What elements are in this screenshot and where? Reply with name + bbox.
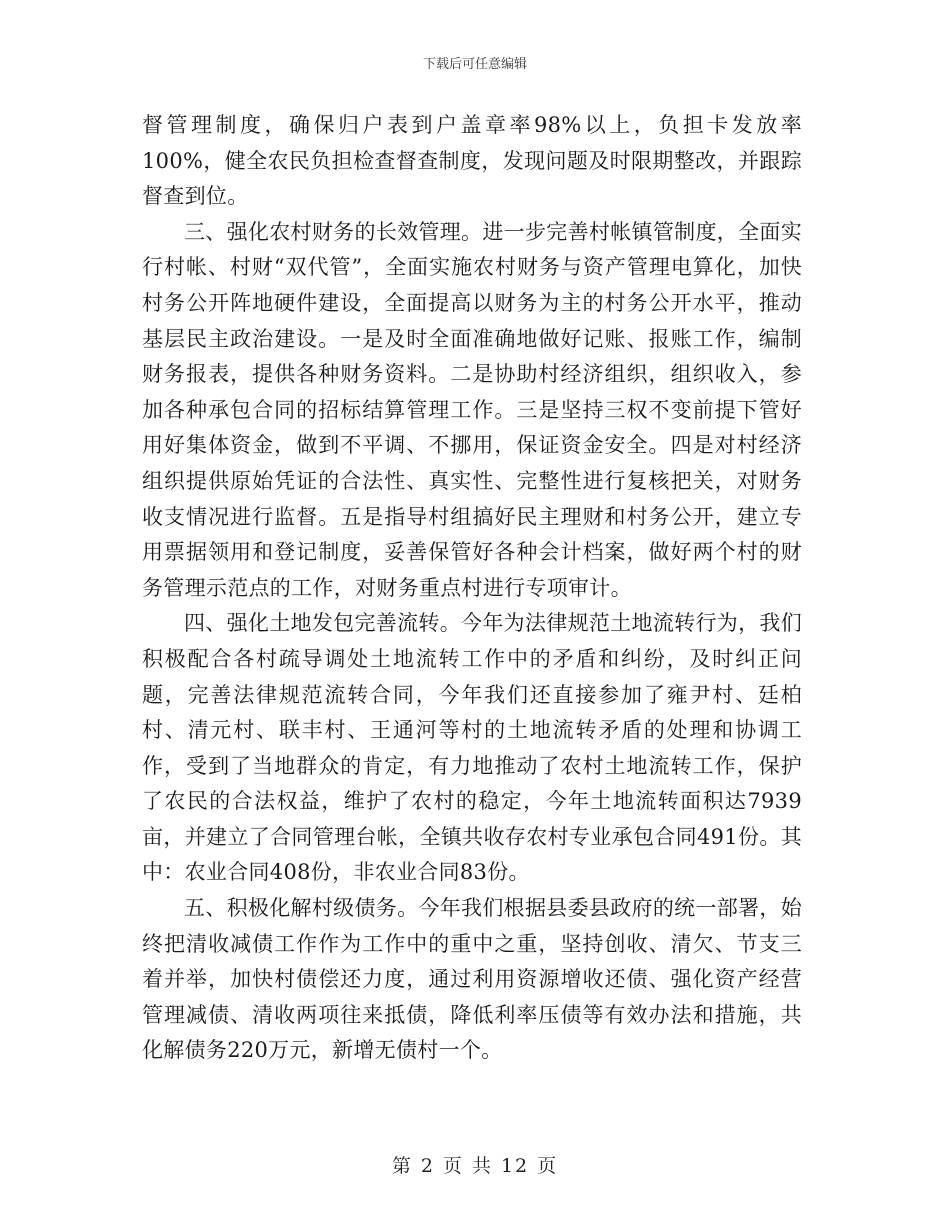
footer-prefix: 第: [391, 1155, 413, 1177]
paragraph-1: 督管理制度，确保归户表到户盖章率98%以上，负担卡发放率100%，健全农民负担检查督查制度，发现问题及时限期整改，并跟踪督查到位。: [142, 113, 802, 209]
paragraph-3: 四、强化土地发包完善流转。今年为法律规范土地流转行为，我们积极配合各村疏导调处土地流转工作中的矛盾和纠纷，及时纠正问题，完善法律规范流转合同，今年我们还直接参加了雍尹村、廷柏村、清元村、联丰村、王通河等村的土地流转矛盾的处理和协调工作，受到了当地群众的肯定，有力地推动了农村土地流转工作，保护了农民的合法权益，维护了农村的稳定，今年土地流转面积达7939亩，并建立了合同管理台帐，全镇共收存农村专业承包合同491份。其中：农业合同408份，非农业合同83份。: [142, 611, 802, 885]
page-footer: [0, 1151, 950, 1178]
footer-page-number: 2: [420, 1155, 435, 1177]
paragraph-4: 五、积极化解村级债务。今年我们根据县委县政府的统一部署，始终把清收减债工作作为工作中的重中之重，坚持创收、清欠、节支三着并举，加快村债偿还力度，通过利用资源增收还债、强化资产经营管理减债、清收两项往来抵债，降低利率压债等有效办法和措施，共化解债务220万元，新增无债村一个。: [142, 896, 802, 1063]
page-header: 下载后可任意编辑: [422, 57, 527, 72]
paragraph-2: 三、强化农村财务的长效管理。进一步完善村帐镇管制度，全面实行村帐、村财“双代管”，全面实施农村财务与资产管理电算化，加快村务公开阵地硬件建设，全面提高以财务为主的村务公开水平，推动基层民主政治建设。一是及时全面准确地做好记账、报账工作，编制财务报表，提供各种财务资料。二是协助村经济组织，组织收入，参加各种承包合同的招标结算管理工作。三是坚持三权不变前提下管好用好集体资金，做到不平调、不挪用，保证资金安全。四是对村经济组织提供原始凭证的合法性、真实性、完整性进行复核把关，对财务收支情况进行监督。五是指导村组搞好民主理财和村务公开，建立专用票据领用和登记制度，妥善保管好各种会计档案，做好两个村的财务管理示范点的工作，对财务重点村进行专项审计。: [142, 219, 802, 600]
document-body: [142, 108, 802, 1069]
footer-suffix: 页: [537, 1155, 559, 1177]
footer-total-pages: 12: [500, 1155, 530, 1177]
footer-middle: 页 共: [442, 1155, 493, 1177]
